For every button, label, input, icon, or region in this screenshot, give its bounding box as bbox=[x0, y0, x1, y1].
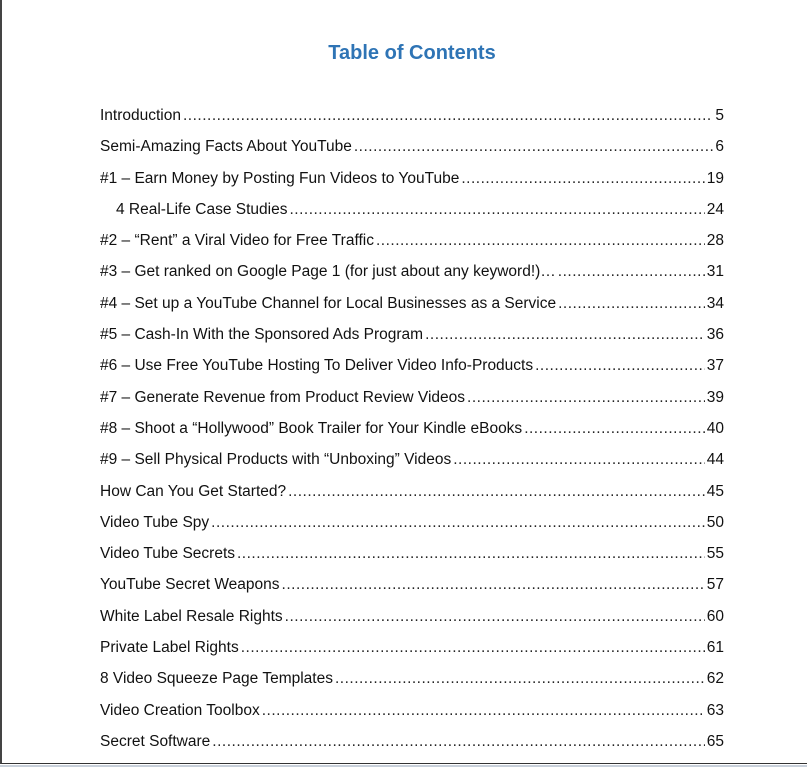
toc-entry-label: #8 – Shoot a “Hollywood” Book Trailer for Your Kindle eBooks bbox=[100, 419, 523, 437]
dot-leader bbox=[535, 355, 705, 377]
toc-entry-label: #6 – Use Free YouTube Hosting To Deliver Video Info-Products bbox=[100, 357, 534, 375]
toc-entry[interactable] bbox=[100, 574, 724, 605]
toc-entry[interactable] bbox=[100, 418, 724, 449]
toc-entry-label: White Label Resale Rights bbox=[100, 607, 283, 625]
toc-entry-page: 55 bbox=[706, 545, 724, 563]
dot-leader bbox=[335, 668, 705, 690]
toc-entry[interactable] bbox=[100, 700, 724, 731]
toc-entry[interactable] bbox=[100, 105, 724, 136]
toc-entry[interactable] bbox=[100, 668, 724, 699]
toc-entry-label: #3 – Get ranked on Google Page 1 (for just about any keyword!)… bbox=[100, 263, 556, 281]
toc-entry[interactable] bbox=[100, 199, 724, 230]
toc-entry-label: Video Creation Toolbox bbox=[100, 701, 260, 719]
toc-entry-label: Video Tube Secrets bbox=[100, 545, 235, 563]
toc-entry-page: 28 bbox=[706, 232, 724, 250]
table-of-contents bbox=[100, 105, 724, 762]
toc-entry[interactable] bbox=[100, 261, 724, 292]
toc-entry-page: 19 bbox=[706, 169, 724, 187]
dot-leader bbox=[211, 512, 705, 534]
toc-entry-label: 8 Video Squeeze Page Templates bbox=[100, 670, 333, 688]
page-title: Table of Contents bbox=[328, 42, 496, 64]
toc-entry-page: 37 bbox=[706, 357, 724, 375]
toc-entry-label: #9 – Sell Physical Products with “Unboxing” Videos bbox=[100, 451, 452, 469]
dot-leader bbox=[289, 199, 704, 221]
toc-entry-page: 65 bbox=[706, 732, 724, 750]
toc-entry[interactable] bbox=[100, 136, 724, 167]
dot-leader bbox=[237, 543, 705, 565]
toc-entry-page: 60 bbox=[706, 607, 724, 625]
toc-entry-page: 61 bbox=[706, 639, 724, 657]
dot-leader bbox=[376, 230, 705, 252]
dot-leader bbox=[354, 136, 714, 158]
toc-entry-label: YouTube Secret Weapons bbox=[100, 576, 280, 594]
toc-entry-label: #7 – Generate Revenue from Product Review Videos bbox=[100, 388, 466, 406]
dot-leader bbox=[453, 449, 705, 471]
dot-leader bbox=[558, 261, 705, 283]
toc-entry[interactable] bbox=[100, 230, 724, 261]
toc-entry[interactable] bbox=[100, 293, 724, 324]
dot-leader bbox=[262, 700, 705, 722]
toc-entry-page: 34 bbox=[706, 294, 724, 312]
toc-entry-page: 6 bbox=[715, 138, 724, 156]
toc-entry[interactable] bbox=[100, 606, 724, 637]
toc-entry-page: 31 bbox=[706, 263, 724, 281]
toc-entry-label: Secret Software bbox=[100, 732, 211, 750]
toc-entry[interactable] bbox=[100, 481, 724, 512]
toc-entry-page: 36 bbox=[706, 326, 724, 344]
dot-leader bbox=[285, 606, 705, 628]
dot-leader bbox=[282, 574, 705, 596]
toc-entry-label: #5 – Cash-In With the Sponsored Ads Program bbox=[100, 326, 424, 344]
toc-entry-label: #2 – “Rent” a Viral Video for Free Traffic bbox=[100, 232, 374, 250]
toc-entry-page: 57 bbox=[706, 576, 724, 594]
toc-entry-page: 39 bbox=[706, 388, 724, 406]
toc-entry[interactable] bbox=[100, 512, 724, 543]
toc-entry[interactable] bbox=[100, 543, 724, 574]
toc-entry-page: 40 bbox=[706, 419, 724, 437]
toc-entry-page: 50 bbox=[706, 513, 724, 531]
toc-entry[interactable] bbox=[100, 324, 724, 355]
toc-entry-page: 45 bbox=[706, 482, 724, 500]
toc-entry[interactable] bbox=[100, 731, 724, 762]
toc-entry-label: 4 Real-Life Case Studies bbox=[116, 200, 288, 218]
toc-entry-label: Introduction bbox=[100, 107, 181, 124]
dot-leader bbox=[461, 168, 704, 190]
toc-entry-label: Video Tube Spy bbox=[100, 513, 210, 531]
dot-leader bbox=[558, 293, 705, 315]
toc-entry-page: 5 bbox=[715, 107, 724, 124]
toc-entry[interactable] bbox=[100, 449, 724, 480]
toc-entry-label: Private Label Rights bbox=[100, 639, 239, 657]
toc-entry[interactable] bbox=[100, 355, 724, 386]
dot-leader bbox=[467, 387, 705, 409]
toc-entry[interactable] bbox=[100, 387, 724, 418]
toc-entry-label: #1 – Earn Money by Posting Fun Videos to YouTube bbox=[100, 169, 460, 187]
toc-entry[interactable] bbox=[100, 168, 724, 199]
toc-entry[interactable] bbox=[100, 637, 724, 668]
toc-entry-label: How Can You Get Started? bbox=[100, 482, 287, 500]
toc-entry-page: 24 bbox=[706, 200, 724, 218]
toc-entry-label: #4 – Set up a YouTube Channel for Local Businesses as a Service bbox=[100, 294, 557, 312]
toc-entry-page: 62 bbox=[706, 670, 724, 688]
dot-leader bbox=[524, 418, 705, 440]
dot-leader bbox=[425, 324, 705, 346]
toc-entry-page: 44 bbox=[706, 451, 724, 469]
toc-entry-label: Semi-Amazing Facts About YouTube bbox=[100, 138, 352, 156]
dot-leader bbox=[288, 481, 705, 503]
dot-leader bbox=[212, 731, 704, 753]
dot-leader bbox=[183, 105, 713, 127]
toc-entry-page: 63 bbox=[706, 701, 724, 719]
dot-leader bbox=[241, 637, 705, 659]
